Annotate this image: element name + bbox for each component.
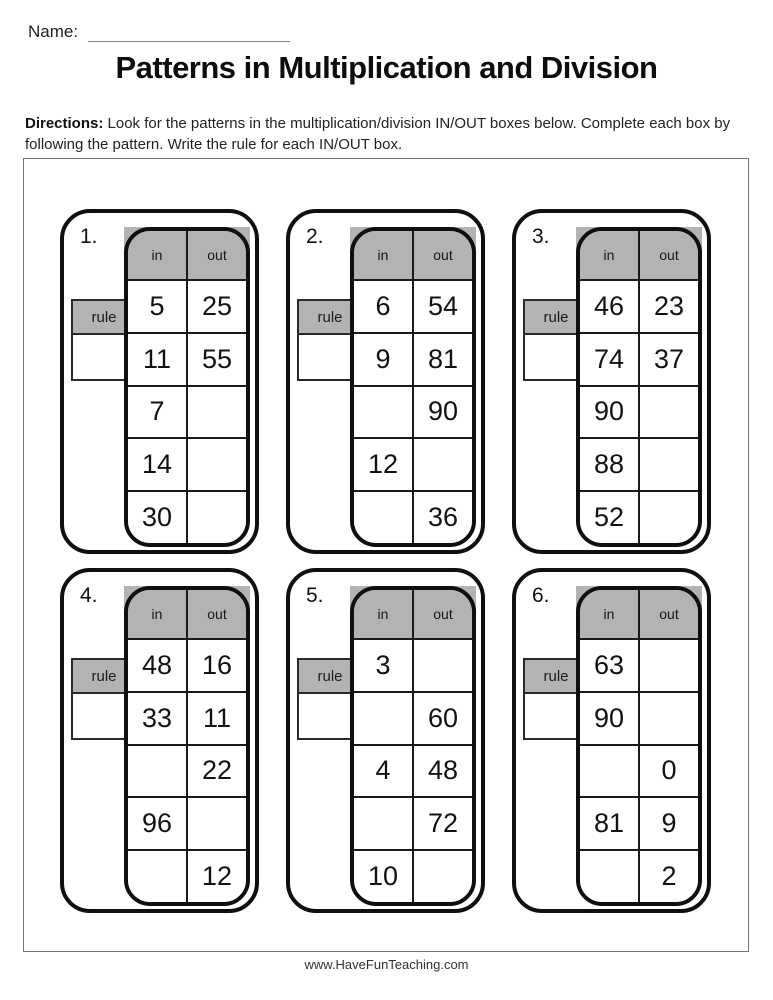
table-row [580, 798, 698, 851]
in-out-table [124, 586, 250, 906]
answer-cell[interactable] [640, 492, 698, 543]
in-cell: 3 [354, 640, 414, 691]
table-row [580, 492, 698, 543]
out-cell: 11 [202, 702, 232, 733]
answer-cell[interactable] [414, 851, 472, 902]
table-header-row [128, 231, 246, 281]
in-cell: 10 [354, 851, 414, 902]
table-row [580, 693, 698, 746]
out-cell: 81 [427, 343, 459, 374]
out-cell: 16 [201, 649, 233, 680]
name-row [28, 22, 290, 42]
answer-cell[interactable] [640, 640, 698, 691]
table-row [354, 334, 472, 387]
directions-label: Directions: [25, 115, 104, 132]
out-cell: 2 [661, 861, 677, 892]
problem-number: 3. [532, 225, 550, 248]
table-header-row [354, 590, 472, 640]
table-row [128, 640, 246, 693]
table-row [354, 640, 472, 693]
rule-label: rule [73, 301, 135, 335]
in-out-table [124, 227, 250, 547]
out-cell: 55 [201, 343, 233, 374]
in-cell: 46 [580, 281, 640, 332]
table-header-row [128, 590, 246, 640]
in-cell: 14 [128, 439, 188, 490]
out-column-header: out [659, 606, 679, 622]
pattern-card-4 [60, 568, 259, 913]
answer-cell[interactable] [640, 439, 698, 490]
in-cell: 81 [580, 798, 640, 849]
out-column-header: out [433, 247, 453, 263]
in-cell: 7 [128, 387, 188, 438]
in-cell: 30 [128, 492, 188, 543]
table-row [580, 281, 698, 334]
in-out-grid [576, 586, 702, 906]
page-title: Patterns in Multiplication and Division [115, 50, 658, 85]
out-cell: 12 [201, 861, 233, 892]
answer-cell[interactable] [188, 798, 246, 849]
in-out-grid [124, 227, 250, 547]
table-row [354, 746, 472, 799]
in-cell: 6 [354, 281, 414, 332]
answer-cell[interactable] [640, 387, 698, 438]
answer-cell[interactable] [354, 492, 414, 543]
table-header-row [580, 231, 698, 281]
answer-cell[interactable] [354, 693, 414, 744]
in-cell: 96 [128, 798, 188, 849]
in-cell: 12 [354, 439, 414, 490]
table-row [128, 851, 246, 902]
out-column-header: out [207, 606, 227, 622]
table-row [354, 281, 472, 334]
table-row [128, 439, 246, 492]
in-column-header: in [354, 590, 414, 638]
in-cell: 5 [128, 281, 188, 332]
answer-cell[interactable] [580, 746, 640, 797]
problems-grid [24, 159, 748, 913]
answer-cell[interactable] [188, 492, 246, 543]
table-header-row [580, 590, 698, 640]
out-cell: 9 [661, 808, 677, 839]
in-cell: 48 [128, 640, 188, 691]
in-column-header: in [128, 231, 188, 279]
out-column-header: out [207, 247, 227, 263]
in-out-grid [350, 227, 476, 547]
table-row [354, 439, 472, 492]
in-column-header: in [580, 590, 640, 638]
out-cell: 25 [201, 290, 233, 321]
rule-label: rule [525, 301, 587, 335]
out-cell: 22 [201, 755, 233, 786]
answer-cell[interactable] [188, 439, 246, 490]
in-cell: 88 [580, 439, 640, 490]
in-out-table [350, 586, 476, 906]
table-header-row [354, 231, 472, 281]
in-column-header: in [580, 231, 640, 279]
in-cell: 52 [580, 492, 640, 543]
answer-cell[interactable] [188, 387, 246, 438]
worksheet-frame [23, 158, 749, 952]
in-out-grid [350, 586, 476, 906]
table-row [354, 693, 472, 746]
out-column-header: out [659, 247, 679, 263]
in-cell: 90 [580, 693, 640, 744]
answer-cell[interactable] [354, 798, 414, 849]
in-out-table [350, 227, 476, 547]
table-row [580, 334, 698, 387]
table-row [128, 281, 246, 334]
footer-url: www.HaveFunTeaching.com [304, 957, 469, 972]
problem-number: 1. [80, 225, 98, 248]
table-row [354, 851, 472, 902]
table-row [580, 439, 698, 492]
in-cell: 63 [580, 640, 640, 691]
out-cell: 23 [653, 290, 685, 321]
in-out-grid [576, 227, 702, 547]
in-cell: 9 [354, 334, 414, 385]
pattern-card-6 [512, 568, 711, 913]
table-row [128, 492, 246, 543]
in-column-header: in [354, 231, 414, 279]
answer-cell[interactable] [128, 746, 188, 797]
out-cell: 90 [427, 396, 459, 427]
answer-cell[interactable] [640, 693, 698, 744]
in-cell: 74 [580, 334, 640, 385]
problem-number: 2. [306, 225, 324, 248]
rule-label: rule [299, 301, 361, 335]
directions-text: Look for the patterns in the multiplication/division IN/OUT boxes below. Complete each box by following the pattern. Write the rule for each IN/OUT box. [25, 115, 731, 153]
pattern-card-3 [512, 209, 711, 554]
name-label: Name: [28, 22, 79, 41]
directions [25, 113, 751, 155]
out-cell: 0 [661, 755, 677, 786]
answer-cell[interactable] [414, 439, 472, 490]
out-cell: 60 [427, 702, 459, 733]
pattern-card-2 [286, 209, 485, 554]
out-cell: 48 [427, 755, 459, 786]
in-column-header: in [128, 590, 188, 638]
table-row [354, 387, 472, 440]
answer-cell[interactable] [414, 640, 472, 691]
in-cell: 33 [128, 693, 188, 744]
table-row [354, 492, 472, 543]
answer-cell[interactable] [128, 851, 188, 902]
answer-cell[interactable] [354, 387, 414, 438]
problem-number: 5. [306, 584, 324, 607]
table-row [580, 851, 698, 902]
table-row [128, 387, 246, 440]
problem-number: 4. [80, 584, 98, 607]
name-write-line[interactable] [88, 26, 290, 42]
problem-number: 6. [532, 584, 550, 607]
answer-cell[interactable] [580, 851, 640, 902]
in-cell: 4 [354, 746, 414, 797]
pattern-card-5 [286, 568, 485, 913]
rule-label: rule [525, 660, 587, 694]
table-row [128, 746, 246, 799]
in-cell: 90 [580, 387, 640, 438]
out-cell: 72 [427, 808, 459, 839]
table-row [128, 693, 246, 746]
rule-label: rule [73, 660, 135, 694]
table-row [580, 746, 698, 799]
out-cell: 36 [427, 502, 459, 533]
out-cell: 54 [427, 290, 459, 321]
table-row [128, 334, 246, 387]
table-row [128, 798, 246, 851]
pattern-card-1 [60, 209, 259, 554]
in-out-grid [124, 586, 250, 906]
in-out-table [576, 586, 702, 906]
table-row [354, 798, 472, 851]
table-row [580, 387, 698, 440]
table-row [580, 640, 698, 693]
out-column-header: out [433, 606, 453, 622]
out-cell: 37 [653, 343, 685, 374]
rule-label: rule [299, 660, 361, 694]
in-out-table [576, 227, 702, 547]
in-cell: 11 [128, 334, 188, 385]
